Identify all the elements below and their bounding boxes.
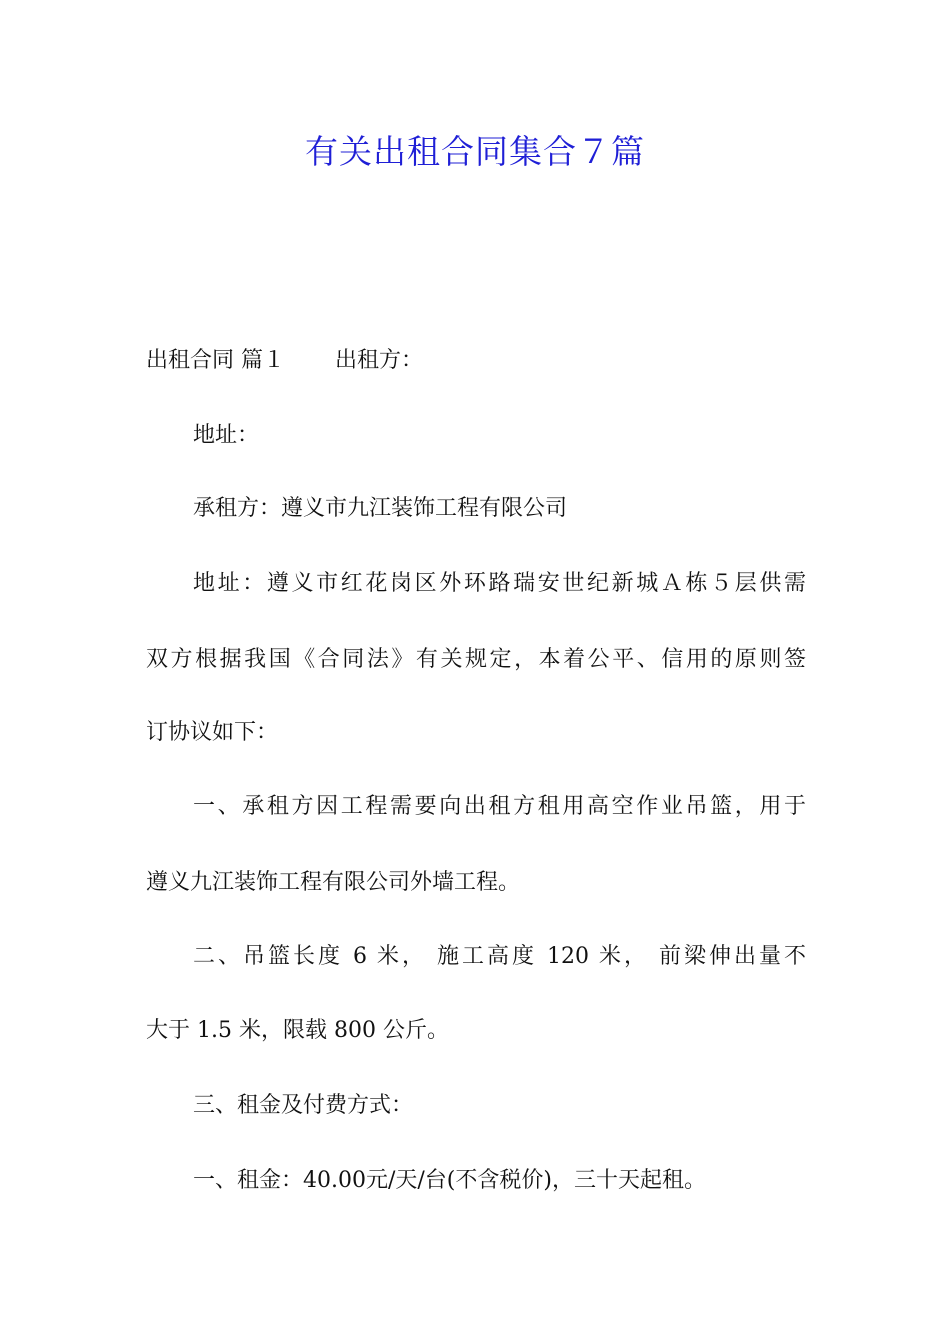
paragraph-line: 订协议如下：	[146, 720, 279, 745]
paragraph-line: 一、租金：40.00元/天/台(不含税价)，三十天起租。	[193, 1168, 706, 1193]
section-heading: 出租合同 篇１	[146, 348, 285, 373]
paragraph-line: 大于 1.5 米，限载 800 公斤。	[146, 1018, 449, 1043]
paragraph-line: 遵义九江装饰工程有限公司外墙工程。	[146, 870, 521, 895]
paragraph-line: 二、吊篮长度 6 米， 施工高度 120 米， 前梁伸出量不	[193, 944, 806, 969]
paragraph-line: 地址：遵义市红花岗区外环路瑞安世纪新城Ａ栋５层供需	[193, 571, 806, 596]
lessor-label: 出租方：	[335, 348, 424, 373]
paragraph-line: 双方根据我国《合同法》有关规定，本着公平、信用的原则签	[146, 647, 806, 672]
paragraph-line: 三、租金及付费方式：	[193, 1093, 414, 1118]
paragraph-line: 一、承租方因工程需要向出租方租用高空作业吊篮，用于	[193, 794, 806, 819]
paragraph-line: 承租方：遵义市九江装饰工程有限公司	[193, 496, 568, 521]
section-heading-line	[146, 344, 806, 378]
paragraph-line: 地址：	[193, 423, 260, 448]
document-title: 有关出租合同集合７篇	[305, 132, 645, 171]
